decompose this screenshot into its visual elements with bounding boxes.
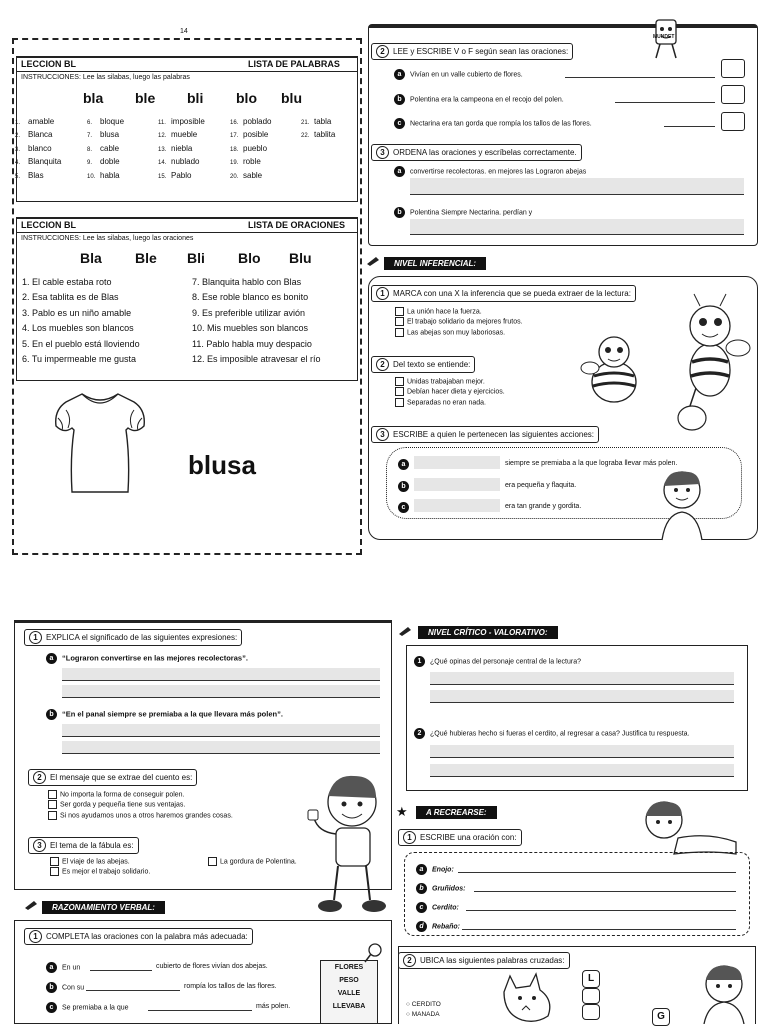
boy-illustration	[648, 466, 714, 542]
option-item[interactable]: Las abejas son muy laboriosas.	[395, 328, 523, 338]
vf-item-a: a Vivían en un valle cubierto de flores.	[394, 69, 523, 80]
list-item: 1. El cable estaba roto	[22, 277, 112, 287]
crossword-cell[interactable]: G	[652, 1008, 670, 1026]
word-bank	[320, 960, 378, 1024]
theme-options-right	[208, 857, 297, 867]
inferential-q1-options	[395, 307, 523, 338]
list-item: 8. Ese roble blanco es bonito	[192, 292, 309, 303]
word-column-3	[158, 116, 205, 183]
list-item: 10. Mis muebles son blancos	[192, 323, 309, 334]
inferential-q2-instruction: 2 Del texto se entiende:	[371, 356, 475, 373]
list-item: 9. Es preferible utilizar avión	[192, 307, 306, 318]
action-text-a: siempre se premiaba a la que lograba llevar más polen.	[505, 460, 678, 467]
option-item[interactable]: Debían hacer dieta y ejercicios.	[395, 387, 505, 397]
list-item: 8. cable	[87, 143, 120, 153]
list-item: ○ CERDITO	[406, 1001, 441, 1008]
answer-area[interactable]	[410, 178, 744, 194]
divider	[16, 71, 358, 72]
pushpin-icon	[362, 942, 384, 964]
action-item-a: a	[398, 459, 414, 470]
recreate-item-a: a Enojo:	[416, 864, 454, 875]
list-item: 4. Los muebles son blancos	[22, 323, 134, 334]
checkbox[interactable]	[48, 811, 57, 820]
word-bank-item: PESO	[339, 977, 359, 984]
word-column-5	[301, 116, 335, 143]
vf-answer-box-a[interactable]	[721, 59, 745, 78]
answer-line[interactable]	[430, 702, 734, 703]
checkbox[interactable]	[48, 800, 57, 809]
recreate-banner: A RECREARSE:	[416, 806, 497, 819]
checkbox[interactable]	[395, 307, 404, 316]
explain-item-a: a “Lograron convertirse en las mejores recolectoras”.	[46, 653, 248, 664]
list-item: 15. Pablo	[158, 170, 192, 180]
action-text-c: era tan grande y gordita.	[505, 503, 582, 510]
answer-area[interactable]	[62, 685, 380, 697]
vf-answer-box-c[interactable]	[721, 112, 745, 131]
recreate-item-b: b Gruñidos:	[416, 883, 465, 894]
list-item: 17. posible	[230, 130, 269, 140]
checkbox[interactable]	[50, 867, 59, 876]
list-item: 16. poblado	[230, 117, 272, 126]
syllable-ble: ble	[135, 90, 156, 106]
answer-area[interactable]	[430, 690, 734, 702]
crossword-cell[interactable]	[582, 1004, 600, 1020]
answer-line[interactable]	[410, 234, 744, 235]
list-item: 5. Blas	[15, 170, 44, 180]
vf-instruction: 2 LEE y ESCRIBE V o F según sean las oraciones:	[371, 43, 573, 60]
mascot-logo-text: MUNDET	[653, 34, 675, 40]
verbal-item-a: a En un	[46, 962, 80, 973]
critical-q1: 1 ¿Qué opinas del personaje central de la lectura?	[414, 656, 581, 667]
list-item: 22. tablita	[301, 130, 336, 140]
picture-word: blusa	[188, 450, 256, 480]
answer-line[interactable]	[430, 684, 734, 685]
verbal-item-c-rest: más polen.	[256, 1003, 291, 1010]
list-item: 20. sable	[230, 170, 263, 180]
wolf-illustration	[496, 972, 560, 1024]
list-item: 12. mueble	[158, 130, 198, 140]
order-item-b: b Polentina Siempre Nectarina. perdían y	[394, 207, 532, 218]
answer-line[interactable]	[430, 757, 734, 758]
critical-q2: 2 ¿Qué hubieras hecho si fueras el cerdito, al regresar a casa? Justifica tu respuesta.	[414, 728, 690, 739]
answer-line[interactable]	[62, 753, 380, 754]
option-item[interactable]: No importa la forma de conseguir polen.	[48, 790, 233, 800]
list-item: 10. habla	[87, 170, 120, 180]
crossword-options	[406, 1000, 441, 1020]
sentence-list-title: LISTA DE ORACIONES	[248, 220, 346, 230]
vf-item-c: c Nectarina era tan gorda que rompía los tallos de las flores.	[394, 118, 592, 129]
inferential-q3-instruction: 3 ESCRIBE a quien le pertenecen las siguientes acciones:	[371, 426, 599, 443]
pencil-icon	[398, 626, 412, 636]
checkbox[interactable]	[395, 377, 404, 386]
star-icon: ★	[396, 804, 408, 819]
answer-area[interactable]	[430, 672, 734, 684]
action-text-b: era pequeña y flaquita.	[505, 482, 577, 489]
syllable-ble-upper: Ble	[135, 250, 157, 266]
checkbox[interactable]	[395, 387, 404, 396]
answer-line[interactable]	[86, 990, 180, 991]
list-item: 2. Esa tablita es de Blas	[22, 292, 119, 303]
theme-instruction: 3 El tema de la fábula es:	[28, 837, 139, 854]
list-item: 13. niebla	[158, 143, 193, 153]
recreate-item-d: d Rebaño:	[416, 921, 460, 932]
answer-area[interactable]	[414, 478, 500, 491]
verbal-item-b-rest: rompía los tallos de las flores.	[184, 983, 277, 990]
option-item[interactable]: Ser gorda y pequeña tiene sus ventajas.	[48, 800, 233, 810]
answer-area[interactable]	[414, 456, 500, 469]
recreate-instruction: 1 ESCRIBE una oración con:	[398, 829, 522, 846]
inferential-banner: NIVEL INFERENCIAL:	[384, 257, 486, 270]
inferential-q2-options	[395, 377, 505, 408]
word-bank-item: FLORES	[334, 964, 364, 971]
list-item: 7. Blanquita hablo con Blas	[192, 277, 302, 287]
word-lesson-title: LECCION BL	[21, 59, 76, 69]
checkbox[interactable]	[395, 317, 404, 326]
answer-line[interactable]	[430, 776, 734, 777]
syllable-blu-upper: Blu	[289, 250, 312, 266]
order-instruction: 3 ORDENA las oraciones y escríbelas correctamente.	[371, 144, 582, 161]
list-item: 6. bloque	[87, 117, 125, 126]
option-item[interactable]: El viaje de las abejas.	[50, 857, 150, 867]
answer-line[interactable]	[62, 680, 380, 681]
explain-item-b: b “En el panal siempre se premiaba a la que llevara más polen”.	[46, 709, 283, 720]
list-item: 4. Blanquita	[15, 157, 62, 167]
sentence-column-left	[22, 275, 140, 367]
crossword-cell[interactable]: L	[582, 970, 600, 988]
word-column-4	[230, 116, 271, 183]
syllable-blu: blu	[281, 90, 302, 106]
answer-line[interactable]	[664, 126, 715, 127]
page-number: 14	[174, 28, 194, 35]
list-item: 3. Pablo es un niño amable	[22, 307, 132, 318]
list-item: 11. Pablo habla muy despacio	[192, 338, 312, 349]
option-item[interactable]: Es mejor el trabajo solidario.	[50, 867, 150, 877]
pencil-icon	[366, 256, 380, 266]
option-item[interactable]: Si nos ayudamos unos a otros haremos grandes cosas.	[48, 811, 233, 821]
list-item: 18. pueblo	[230, 143, 268, 153]
answer-line[interactable]	[62, 697, 380, 698]
list-item: 11. imposible	[158, 117, 205, 126]
word-instructions: INSTRUCCIONES: Lee las silabas, luego las palabras	[21, 74, 190, 81]
inferential-q1-instruction: 1 MARCA con una X la inferencia que se pueda extraer de la lectura:	[371, 285, 636, 302]
list-item: ○ MANADA	[406, 1011, 440, 1018]
blouse-illustration	[50, 388, 150, 496]
answer-area[interactable]	[62, 741, 380, 753]
option-item[interactable]: Unidas trabajaban mejor.	[395, 377, 505, 387]
bee-illustration	[580, 330, 646, 410]
verbal-instruction: 1 COMPLETA las oraciones con la palabra más adecuada:	[24, 928, 253, 945]
checkbox[interactable]	[50, 857, 59, 866]
answer-line[interactable]	[474, 891, 736, 892]
answer-area[interactable]	[430, 745, 734, 757]
option-item[interactable]: La unión hace la fuerza.	[395, 307, 523, 317]
syllable-bla: bla	[83, 90, 104, 106]
verbal-item-c: c Se premiaba a la que	[46, 1002, 129, 1013]
divider	[16, 232, 358, 233]
message-instruction: 2 El mensaje que se extrae del cuento es:	[28, 769, 197, 786]
word-column-2	[87, 116, 124, 183]
action-item-b: b	[398, 481, 414, 492]
list-item: 5. En el pueblo está lloviendo	[22, 338, 140, 349]
list-item: 9. doble	[87, 157, 120, 167]
bee-with-honey-illustration	[668, 292, 752, 442]
vf-item-b: b Polentina era la campeona en el recojo del polen.	[394, 94, 564, 105]
boy-writing-illustration	[694, 962, 754, 1024]
answer-line[interactable]	[90, 970, 152, 971]
syllable-blo-upper: Blo	[238, 250, 261, 266]
answer-line[interactable]	[458, 872, 736, 873]
explain-instruction: 1 EXPLICA el significado de las siguientes expresiones:	[24, 629, 242, 646]
syllable-blo: blo	[236, 90, 257, 106]
critical-banner: NIVEL CRÍTICO - VALORATIVO:	[418, 626, 558, 639]
option-item[interactable]: El trabajo solidario da mejores frutos.	[395, 317, 523, 327]
checkbox[interactable]	[395, 328, 404, 337]
answer-area[interactable]	[414, 499, 500, 512]
syllable-bli: bli	[187, 90, 204, 106]
answer-line[interactable]	[466, 910, 736, 911]
boy-thumbs-up-illustration	[304, 772, 394, 916]
verbal-item-a-rest: cubierto de flores vivían dos abejas.	[156, 963, 268, 970]
sentence-instructions: INSTRUCCIONES: Lee las silabas, luego las oraciones	[21, 235, 194, 242]
verbal-item-b: b Con su	[46, 982, 84, 993]
answer-area[interactable]	[410, 219, 744, 234]
option-item[interactable]: La gordura de Polentina.	[208, 857, 297, 867]
order-item-a: a convertirse recolectoras. en mejores las Lograron abejas	[394, 166, 586, 177]
answer-line[interactable]	[148, 1010, 252, 1011]
action-item-c: c	[398, 502, 414, 513]
checkbox[interactable]	[395, 398, 404, 407]
answer-area[interactable]	[62, 724, 380, 736]
message-options	[48, 790, 233, 821]
list-item: 3. blanco	[15, 143, 52, 153]
list-item: 2. Blanca	[15, 130, 53, 140]
sentence-column-right	[192, 275, 321, 367]
list-item: 7. blusa	[87, 130, 120, 140]
vf-answer-box-b[interactable]	[721, 85, 745, 104]
checkbox[interactable]	[208, 857, 217, 866]
verbal-banner: RAZONAMIENTO VERBAL:	[42, 901, 165, 914]
answer-line[interactable]	[615, 102, 715, 103]
word-list-title: LISTA DE PALABRAS	[248, 59, 340, 69]
list-item: 6. Tu impermeable me gusta	[22, 354, 137, 365]
word-column-1	[15, 116, 61, 183]
list-item: 19. roble	[230, 157, 261, 167]
list-item: 14. nublado	[158, 157, 200, 167]
syllable-bla-upper: Bla	[80, 250, 102, 266]
checkbox[interactable]	[48, 790, 57, 799]
answer-line[interactable]	[565, 77, 715, 78]
boy-lying-illustration	[628, 798, 740, 858]
theme-options-left	[50, 857, 150, 878]
crossword-instruction: 2 UBICA las siguientes palabras cruzadas:	[398, 952, 570, 969]
word-bank-item: LLEVABA	[332, 1003, 366, 1010]
list-item: 21. tabla	[301, 117, 332, 126]
answer-area[interactable]	[62, 668, 380, 680]
recreate-item-c: c Cerdito:	[416, 902, 459, 913]
sentence-lesson-title: LECCION BL	[21, 220, 76, 230]
list-item: 12. Es imposible atravesar el río	[192, 354, 321, 365]
answer-area[interactable]	[430, 764, 734, 776]
word-bank-item: VALLE	[337, 990, 361, 997]
option-item[interactable]: Separadas no eran nada.	[395, 398, 505, 408]
syllable-bli-upper: Bli	[187, 250, 205, 266]
answer-line[interactable]	[462, 929, 736, 930]
crossword-cell[interactable]	[582, 988, 600, 1004]
answer-line[interactable]	[62, 736, 380, 737]
answer-line[interactable]	[410, 194, 744, 195]
list-item: 1. amable	[15, 117, 55, 126]
pencil-icon	[24, 900, 38, 910]
